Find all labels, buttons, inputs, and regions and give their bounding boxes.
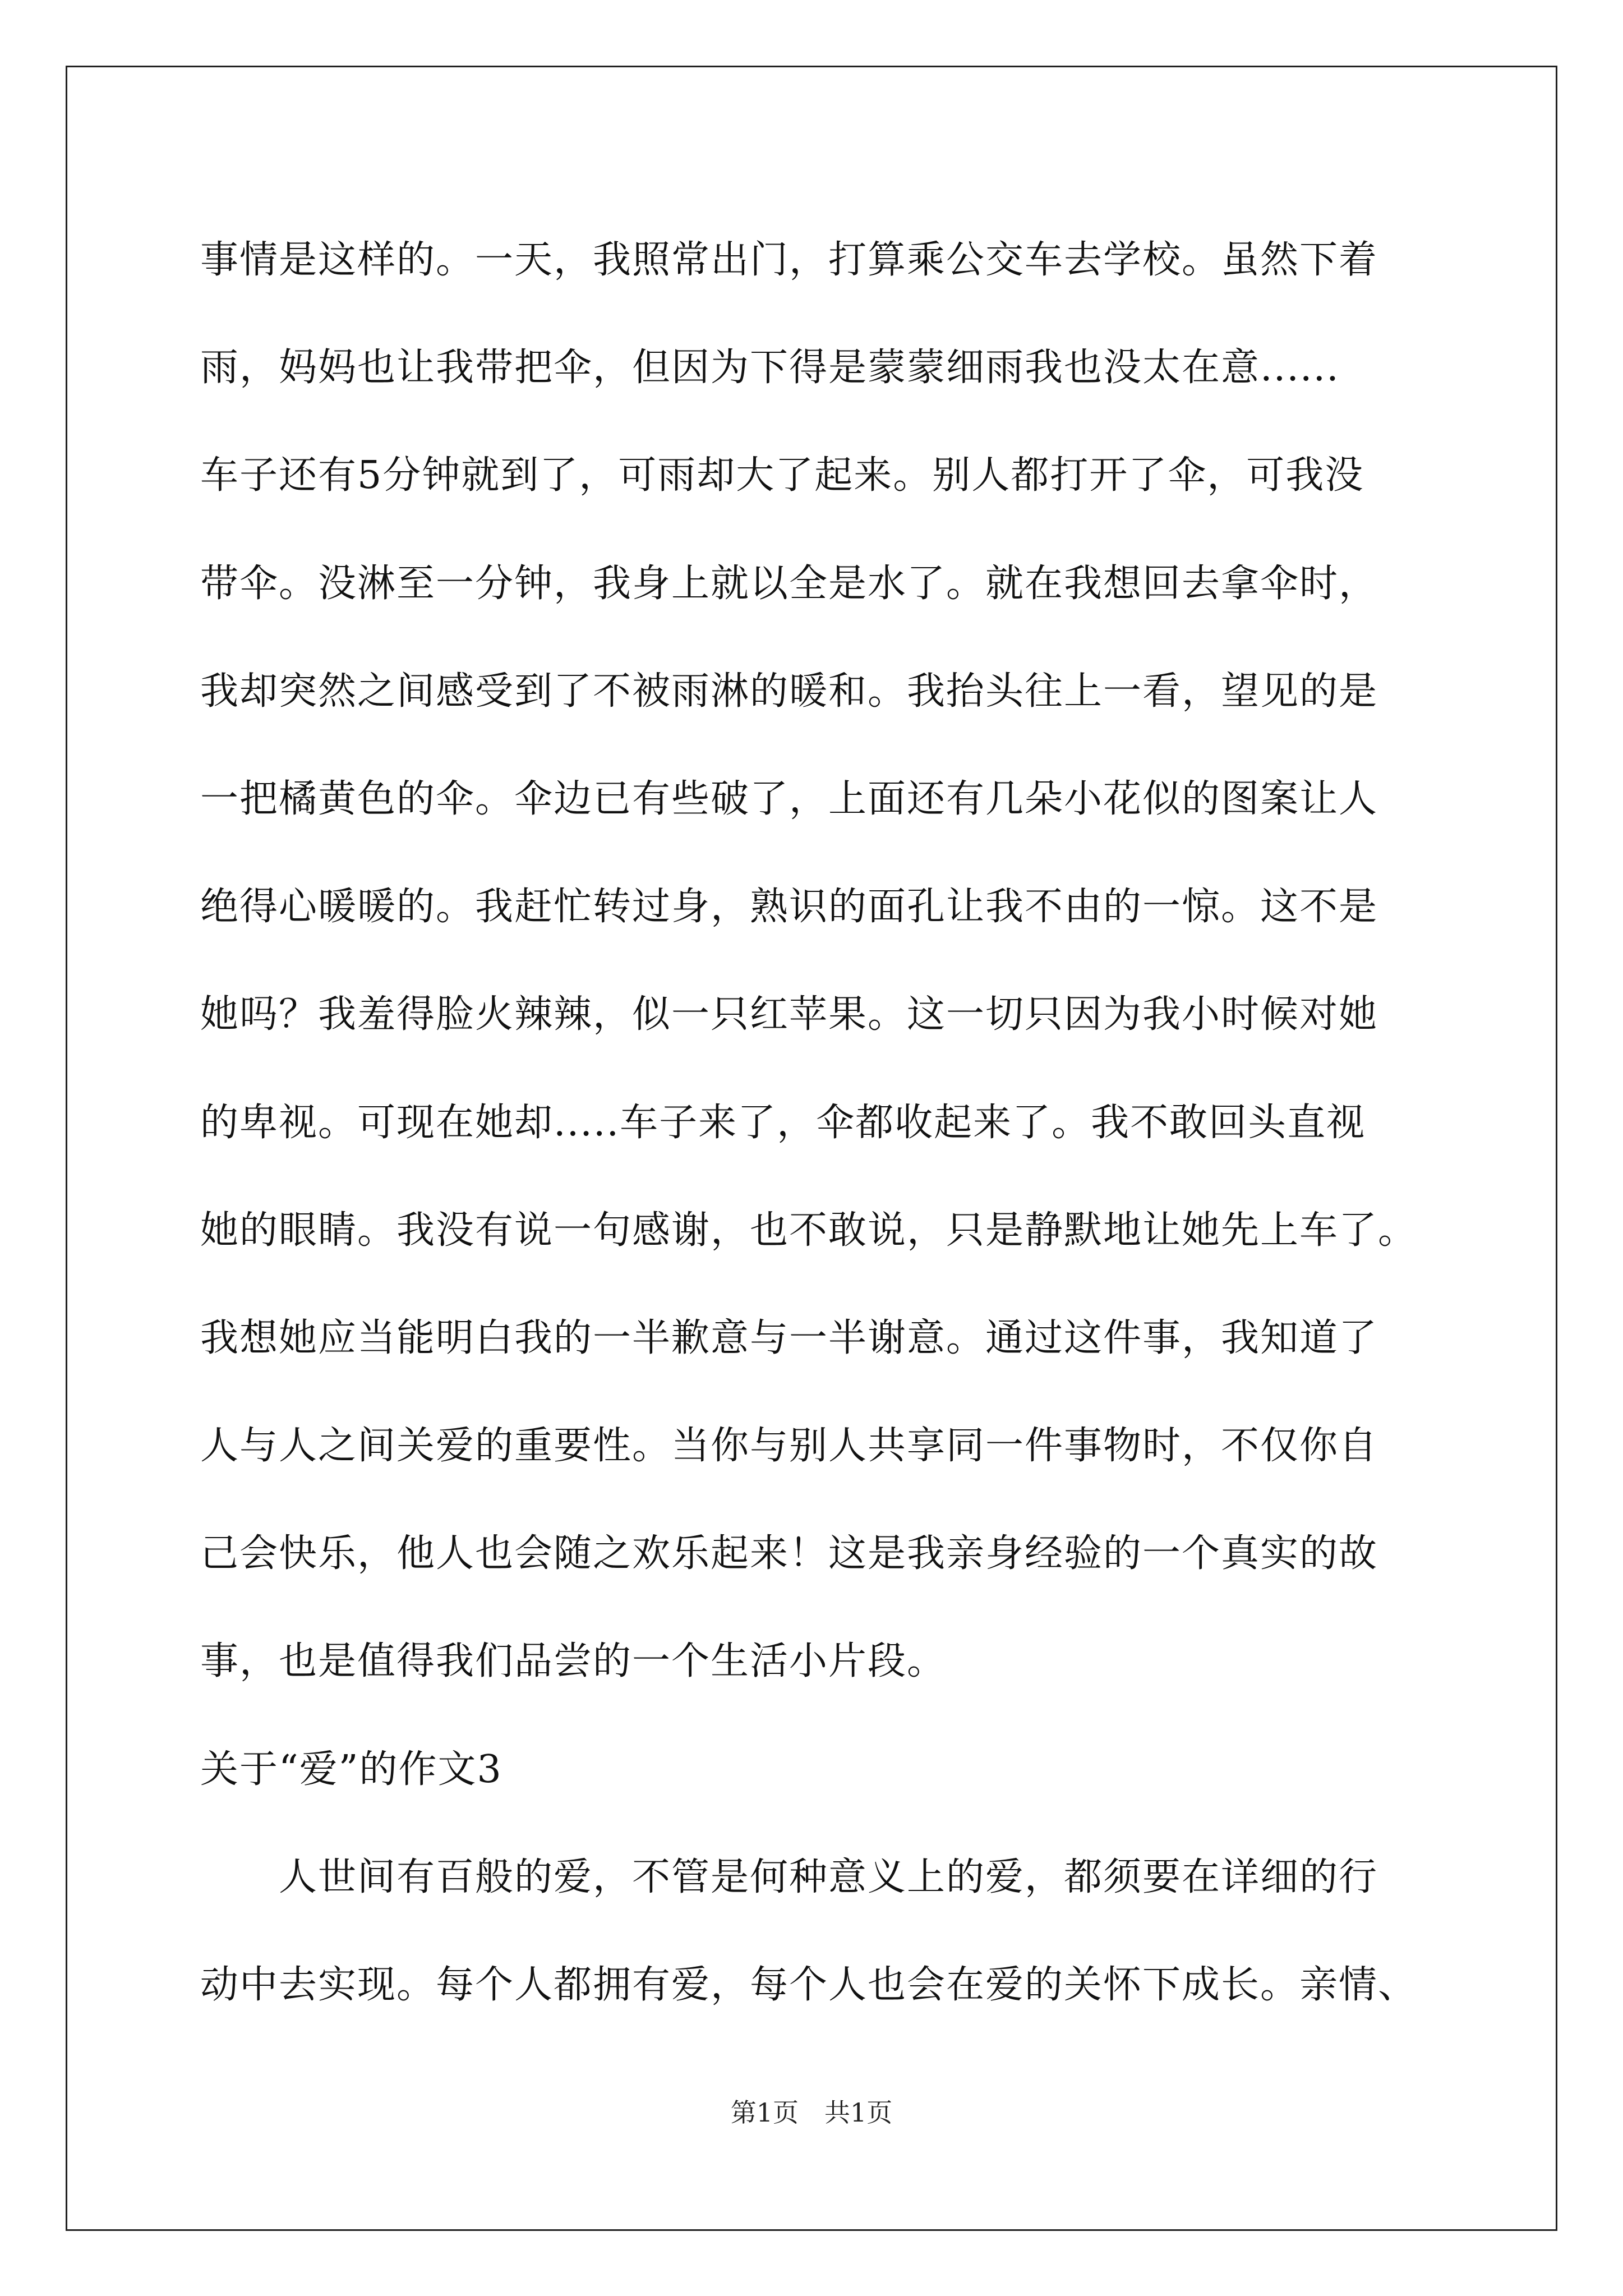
text-line: 绝得心暖暖的。我赶忙转过身，熟识的面孔让我不由的一惊。这不是 — [200, 885, 1378, 930]
text-line: 事，也是值得我们品尝的一个生活小片段。 — [200, 1639, 947, 1684]
document-body — [200, 206, 1451, 2039]
section-heading: 关于“爱”的作文3 — [200, 1747, 502, 1792]
text-line: 车子还有5分钟就到了，可雨却大了起来。别人都打开了伞，可我没 — [200, 453, 1364, 498]
text-line: 人世间有百般的爱，不管是何种意义上的爱，都须要在详细的行 — [279, 1855, 1378, 1899]
text-line: 带伞。没淋至一分钟，我身上就以全是水了。就在我想回去拿伞时， — [200, 561, 1378, 606]
text-line: 事情是这样的。一天，我照常出门，打算乘公交车去学校。虽然下着 — [200, 238, 1378, 282]
page-footer: 第1页 共1页 — [730, 2097, 893, 2128]
text-line: 一把橘黄色的伞。伞边已有些破了，上面还有几朵小花似的图案让人 — [200, 776, 1378, 821]
text-line: 的卑视。可现在她却.....车子来了，伞都收起来了。我不敢回头直视 — [200, 1100, 1366, 1145]
text-line: 人与人之间关爱的重要性。当你与别人共享同一件事物时，不仅你自 — [200, 1424, 1378, 1469]
text-line: 己会快乐，他人也会随之欢乐起来！这是我亲身经验的一个真实的故 — [200, 1531, 1378, 1576]
text-line: 动中去实现。每个人都拥有爱，每个人也会在爱的关怀下成长。亲情、 — [200, 1963, 1418, 2007]
text-line: 我却突然之间感受到了不被雨淋的暖和。我抬头往上一看，望见的是 — [200, 669, 1378, 714]
text-line: 我想她应当能明白我的一半歉意与一半谢意。通过这件事，我知道了 — [200, 1315, 1378, 1360]
text-line: 她的眼睛。我没有说一句感谢，也不敢说，只是静默地让她先上车了。 — [200, 1208, 1418, 1253]
text-line: 她吗？我羞得脸火辣辣，似一只红苹果。这一切只因为我小时候对她 — [200, 992, 1378, 1037]
text-line: 雨，妈妈也让我带把伞，但因为下得是蒙蒙细雨我也没太在意...... — [200, 346, 1340, 390]
